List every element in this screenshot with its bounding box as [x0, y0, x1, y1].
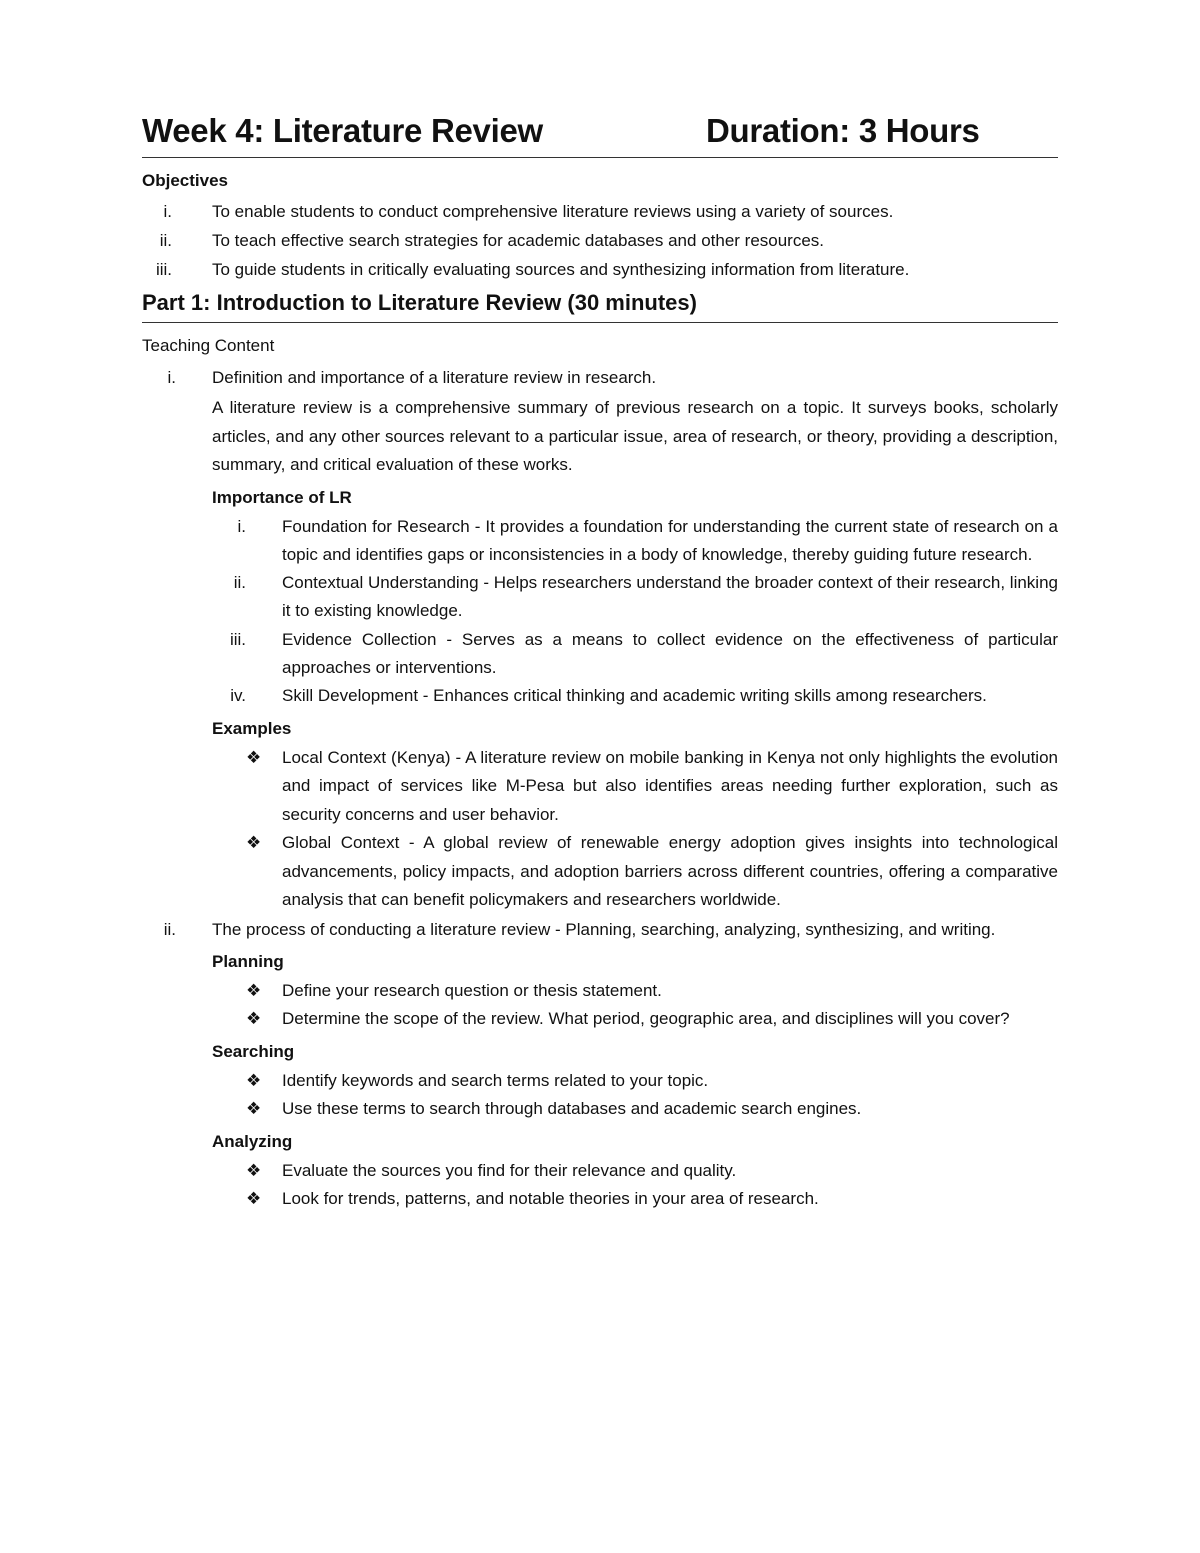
part1-heading: Part 1: Introduction to Literature Review (30 minutes) [142, 290, 1058, 323]
importance-item [142, 513, 1058, 570]
planning-item [142, 1005, 1058, 1034]
importance-number: iii. [229, 629, 246, 649]
diamond-bullet-icon: ❖ [246, 1160, 262, 1180]
searching-heading: Searching [212, 1041, 295, 1061]
searching-item [142, 1095, 1058, 1124]
example-text: Local Context (Kenya) - A literature review on mobile banking in Kenya not only highlights the evolution and impact of services like M-Pesa but also identifies areas needing further exploration, such as security concerns and user behavior. [282, 747, 1058, 824]
importance-item [142, 682, 1058, 710]
searching-text: Use these terms to search through databases and academic search engines. [282, 1099, 862, 1119]
content-item-1 [142, 363, 1058, 392]
duration-label: Duration: 3 Hours [706, 112, 980, 149]
objective-text: To teach effective search strategies for academic databases and other resources. [212, 231, 825, 250]
objective-item [142, 226, 1058, 255]
planning-item [142, 977, 1058, 1006]
objective-item [142, 255, 1058, 284]
page-title: Week 4: Literature Review [142, 112, 543, 149]
objectives-list [142, 197, 1058, 284]
importance-item [142, 626, 1058, 683]
objective-number: i. [163, 202, 172, 221]
content-item-text: The process of conducting a literature review - Planning, searching, analyzing, synthesizing, and writing. [212, 919, 996, 939]
content-item-number: i. [167, 368, 176, 387]
importance-text: Contextual Understanding - Helps researchers understand the broader context of their research, linking it to existing knowledge. [282, 573, 1058, 621]
importance-number: i. [237, 516, 246, 536]
importance-text: Evidence Collection - Serves as a means to collect evidence on the effectiveness of particular approaches or interventions. [282, 629, 1058, 677]
diamond-bullet-icon: ❖ [246, 747, 262, 767]
analyzing-item [142, 1185, 1058, 1214]
diamond-bullet-icon: ❖ [246, 1009, 262, 1029]
document-page [142, 112, 1058, 1214]
objective-item [142, 197, 1058, 226]
importance-number: iv. [230, 686, 246, 706]
planning-heading: Planning [212, 951, 284, 971]
planning-text: Define your research question or thesis statement. [282, 980, 662, 1000]
definition-paragraph: A literature review is a comprehensive summary of previous research on a topic. It surveys books, scholarly articles, and any other sources relevant to a particular issue, area of research, or theory, providing a description, summary, and critical evaluation of these works. [212, 398, 1058, 474]
analyzing-text: Look for trends, patterns, and notable theories in your area of research. [282, 1189, 819, 1209]
analyzing-heading: Analyzing [212, 1131, 293, 1151]
importance-item [142, 569, 1058, 626]
analyzing-text: Evaluate the sources you find for their relevance and quality. [282, 1160, 737, 1180]
importance-number: ii. [233, 573, 246, 593]
diamond-bullet-icon: ❖ [246, 833, 262, 853]
searching-text: Identify keywords and search terms related to your topic. [282, 1070, 709, 1090]
objective-text: To guide students in critically evaluating sources and synthesizing information from literature. [212, 260, 910, 279]
title-row [142, 112, 1058, 158]
objective-text: To enable students to conduct comprehensive literature reviews using a variety of sources. [212, 202, 894, 221]
importance-text: Skill Development - Enhances critical thinking and academic writing skills among researchers. [282, 686, 987, 706]
diamond-bullet-icon: ❖ [246, 1099, 262, 1119]
teaching-content-label: Teaching Content [142, 336, 275, 355]
diamond-bullet-icon: ❖ [246, 1189, 262, 1209]
diamond-bullet-icon: ❖ [246, 1070, 262, 1090]
example-item [142, 744, 1058, 830]
content-item-number: ii. [163, 919, 176, 939]
content-item-2 [142, 915, 1058, 944]
planning-text: Determine the scope of the review. What period, geographic area, and disciplines will you cover? [282, 1009, 1010, 1029]
importance-text: Foundation for Research - It provides a foundation for understanding the current state of research on a topic and identifies gaps or inconsistencies in a body of knowledge, thereby guiding future research. [282, 516, 1058, 564]
example-item [142, 829, 1058, 915]
objectives-heading: Objectives [142, 171, 228, 190]
importance-heading: Importance of LR [212, 487, 352, 507]
examples-heading: Examples [212, 718, 292, 738]
content-item-text: Definition and importance of a literature review in research. [212, 368, 657, 387]
objective-number: iii. [155, 260, 172, 279]
searching-item [142, 1067, 1058, 1096]
example-text: Global Context - A global review of renewable energy adoption gives insights into technological advancements, policy impacts, and adoption barriers across different countries, offering a comparative analysis that can benefit policymakers and researchers worldwide. [282, 833, 1058, 910]
objective-number: ii. [159, 231, 172, 250]
analyzing-item [142, 1157, 1058, 1186]
diamond-bullet-icon: ❖ [246, 980, 262, 1000]
